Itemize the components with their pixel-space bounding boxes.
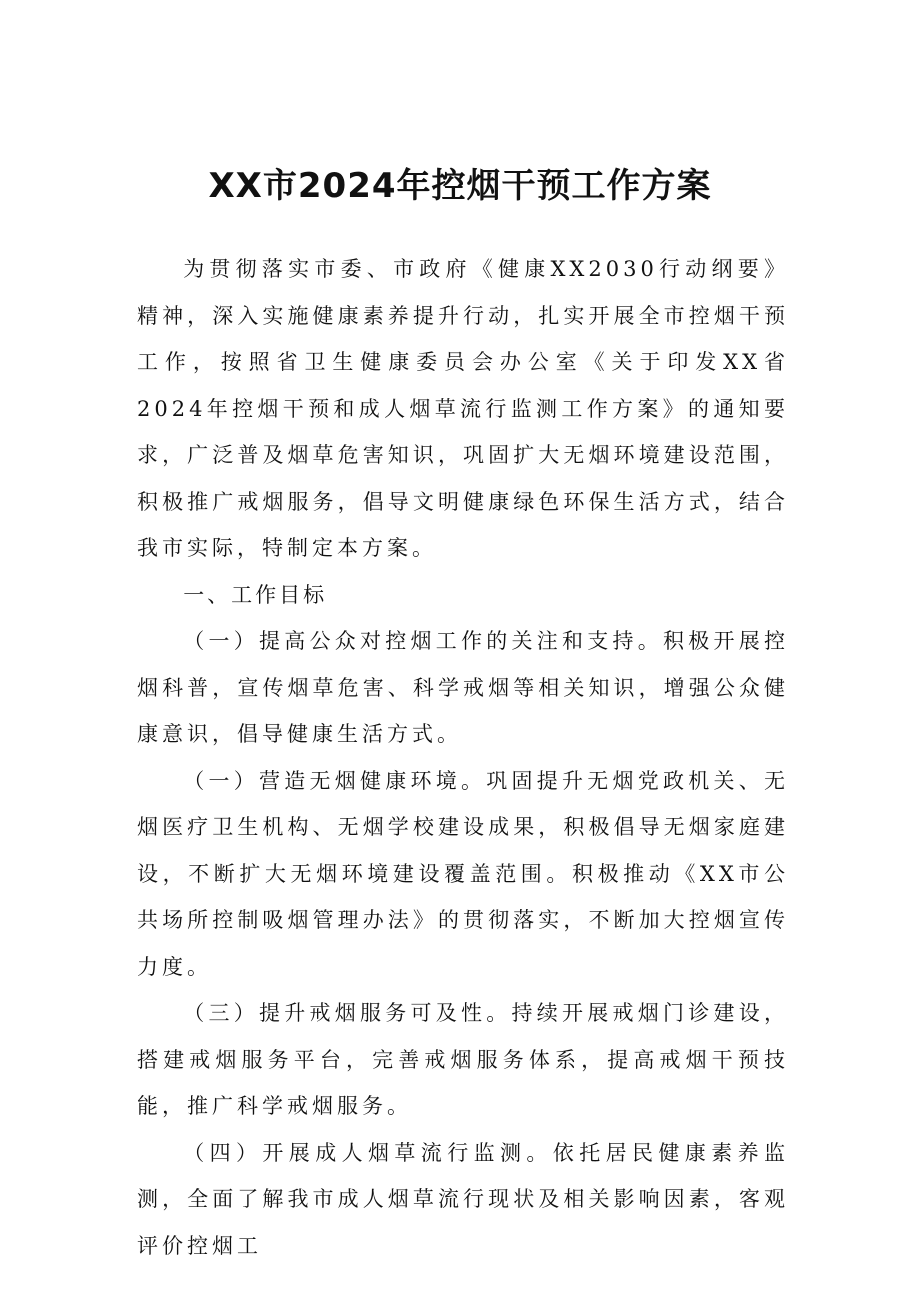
goal-paragraph-2: （一）营造无烟健康环境。巩固提升无烟党政机关、无烟医疗卫生机构、无烟学校建设成果，积极倡导无烟家庭建设，不断扩大无烟环境建设覆盖范围。积极推动《XX市公共场所控制吸烟管理办法》的贯彻落实，不断加大控烟宣传力度。 — [137, 768, 789, 979]
goal-paragraph-3: （三）提升戒烟服务可及性。持续开展戒烟门诊建设，搭建戒烟服务平台，完善戒烟服务体系，提高戒烟干预技能，推广科学戒烟服务。 — [137, 1001, 789, 1118]
section-heading-work-goals: 一、工作目标 — [183, 582, 328, 607]
goal-paragraph-4: （四）开展成人烟草流行监测。依托居民健康素养监测，全面了解我市成人烟草流行现状及相关影响因素，客观评价控烟工 — [137, 1140, 789, 1258]
intro-paragraph: 为贯彻落实市委、市政府《健康XX2030行动纲要》精神，深入实施健康素养提升行动，扎实开展全市控烟干预工作，按照省卫生健康委员会办公室《关于印发XX省2024年控烟干预和成人烟草流行监测工作方案》的通知要求，广泛普及烟草危害知识，巩固扩大无烟环境建设范围，积极推广戒烟服务，倡导文明健康绿色环保生活方式，结合我市实际，特制定本方案。 — [137, 257, 789, 560]
goal-paragraph-1: （一）提高公众对控烟工作的关注和支持。积极开展控烟科普，宣传烟草危害、科学戒烟等相关知识，增强公众健康意识，倡导健康生活方式。 — [137, 629, 789, 746]
document-title: XX市2024年控烟干预工作方案 — [208, 166, 712, 206]
document-body — [137, 246, 789, 1269]
